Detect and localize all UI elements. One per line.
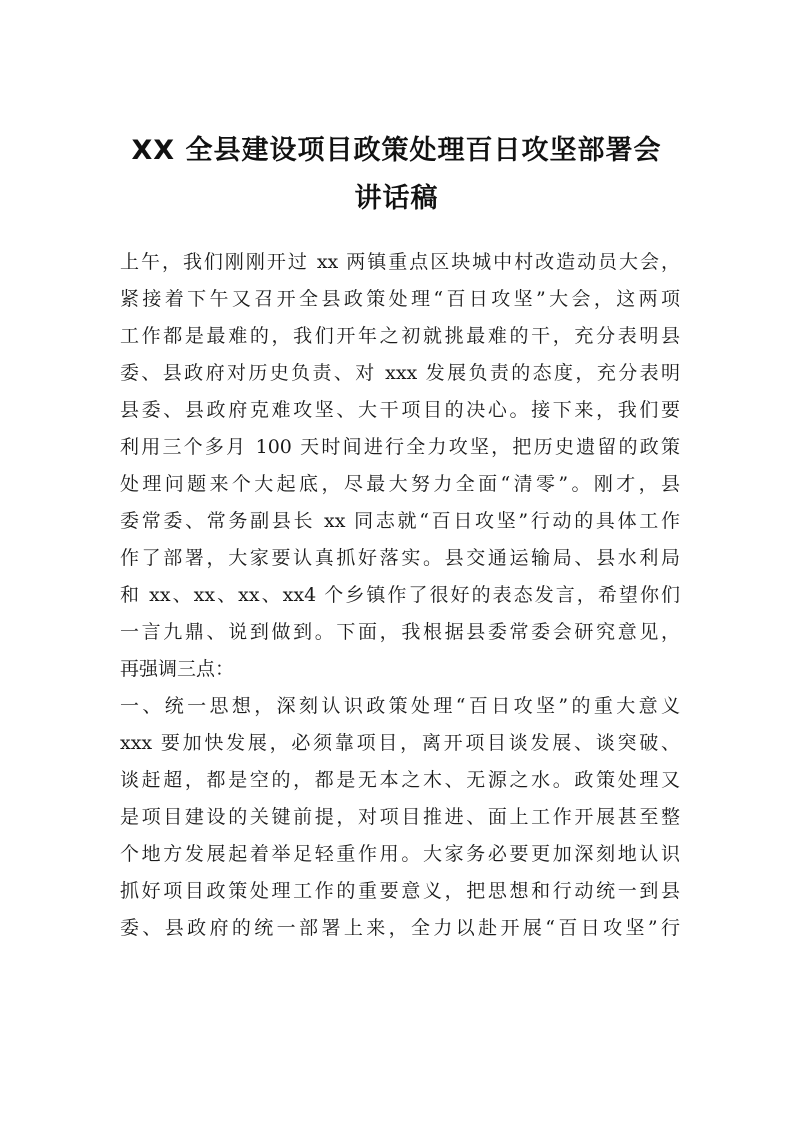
body-line: 是项目建设的关键前提，对项目推进、面上工作开展甚至整 [120,806,680,828]
body-line: 工作都是最难的，我们开年之初就挑最难的干，充分表明县 [120,325,680,347]
body-line: 县委、县政府克难攻坚、大干项目的决心。接下来，我们要 [120,399,680,421]
document-title-line-2: 讲话稿 [354,183,439,214]
body-line: 谈赶超，都是空的，都是无本之木、无源之水。政策处理又 [120,769,680,791]
body-line: 作了部署，大家要认真抓好落实。县交通运输局、县水利局 [120,547,680,569]
body-line: 再强调三点： [120,658,235,680]
section-heading: 一、统一思想，深刻认识政策处理“百日攻坚”的重大意义 [120,695,680,717]
body-line: 委、县政府的统一部署上来，全力以赴开展“百日攻坚”行 [120,917,680,939]
body-line: 利用三个多月 100 天时间进行全力攻坚，把历史遗留的政策 [120,436,680,458]
body-line: 抓好项目政策处理工作的重要意义，把思想和行动统一到县 [120,880,680,902]
body-line: 处理问题来个大起底，尽最大努力全面“清零”。刚才，县 [120,473,680,495]
body-line: 紧接着下午又召开全县政策处理“百日攻坚”大会，这两项 [120,288,680,310]
body-line: 个地方发展起着举足轻重作用。大家务必要更加深刻地认识 [120,843,680,865]
body-line: 上午，我们刚刚开过 xx 两镇重点区块城中村改造动员大会， [120,251,680,273]
body-line: 委、县政府对历史负责、对 xxx 发展负责的态度，充分表明 [120,362,680,384]
body-line: 和 xx、xx、xx、xx4 个乡镇作了很好的表态发言，希望你们 [120,584,680,606]
document-title-line-1: XX 全县建设项目政策处理百日攻坚部署会 [131,135,662,166]
body-line: xxx 要加快发展，必须靠项目，离开项目谈发展、谈突破、 [120,732,680,754]
body-line: 一言九鼎、说到做到。下面，我根据县委常委会研究意见， [120,621,680,643]
body-line: 委常委、常务副县长 xx 同志就“百日攻坚”行动的具体工作 [120,510,680,532]
